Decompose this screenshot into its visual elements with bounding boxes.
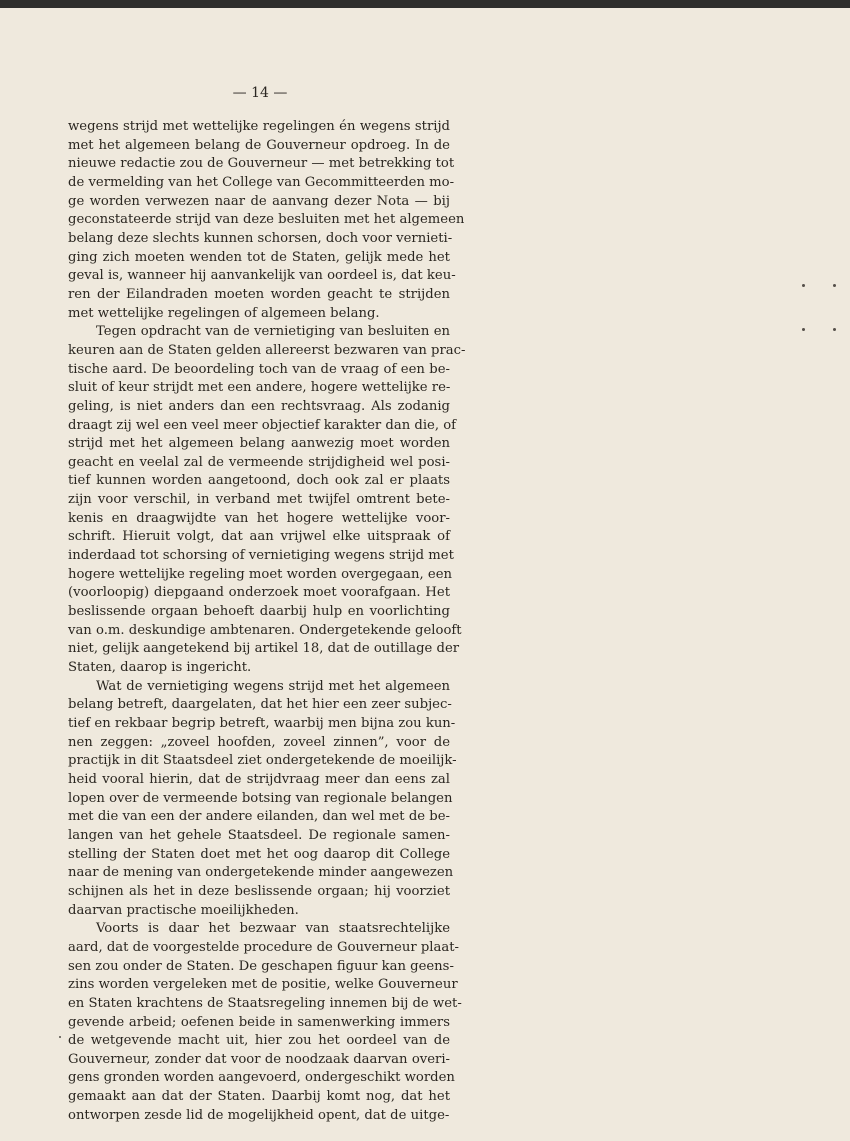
- text-line: niet, gelijk aangetekend bij artikel 18, dat de outillage der: [68, 641, 460, 657]
- text-line: de vermelding van het College van Gecommitteerden mo-: [68, 174, 455, 190]
- text-line: zins worden vergeleken met de positie, welke Gouverneur: [68, 977, 458, 993]
- text-line: aard, dat de voorgestelde procedure de Gouverneur plaat-: [68, 939, 459, 955]
- text-line: daarvan practische moeilijkheden.: [68, 902, 299, 918]
- text-line: Staten, daarop is ingericht.: [68, 660, 252, 676]
- text-line: ontworpen zesde lid de mogelijkheid opent, dat de uitge-: [68, 1107, 450, 1123]
- text-line: van o.m. deskundige ambtenaren. Ondergetekende gelooft: [68, 622, 462, 638]
- text-line: practijk in dit Staatsdeel ziet ondergetekende de moeilijk-: [68, 753, 457, 769]
- margin-speck: [802, 284, 805, 287]
- text-line: Tegen opdracht van de vernietiging van besluiten en: [96, 324, 450, 340]
- text-line: gevende arbeid; oefenen beide in samenwerking immers: [68, 1014, 450, 1030]
- text-line: geacht en veelal zal de vermeende strijdigheid wel posi-: [68, 454, 450, 470]
- margin-speck: [833, 328, 836, 331]
- text-line: naar de mening van ondergetekende minder aangewezen: [68, 865, 454, 881]
- text-line: ge worden verwezen naar de aanvang dezer Nota — bij: [68, 193, 450, 209]
- page-number: — 14 —: [232, 85, 288, 101]
- text-line: geval is, wanneer hij aanvankelijk van oordeel is, dat keu-: [68, 268, 456, 284]
- text-line: keuren aan de Staten gelden allereerst bezwaren van prac-: [68, 342, 466, 358]
- text-line: nieuwe redactie zou de Gouverneur — met betrekking tot: [68, 156, 455, 172]
- text-line: en Staten krachtens de Staatsregeling innemen bij de wet-: [68, 995, 462, 1011]
- text-line: (voorloopig) diepgaand onderzoek moet voorafgaan. Het: [68, 585, 450, 601]
- text-line: geling, is niet anders dan een rechtsvraag. Als zodanig: [68, 398, 450, 414]
- margin-speck: [802, 328, 805, 331]
- text-line: Voorts is daar het bezwaar van staatsrechtelijke: [96, 921, 450, 937]
- text-line: langen van het gehele Staatsdeel. De regionale samen-: [68, 827, 450, 843]
- text-line: hogere wettelijke regeling moet worden overgegaan, een: [68, 566, 452, 582]
- paragraph: [68, 920, 462, 1125]
- text-line: tief en rekbaar begrip betreft, waarbij men bijna zou kun-: [68, 716, 456, 731]
- text-line: met wettelijke regelingen of algemeen belang.: [68, 305, 380, 321]
- paragraph: [68, 678, 457, 921]
- text-line: belang betreft, daargelaten, dat het hier een zeer subjec-: [68, 697, 452, 713]
- text-line: tief kunnen worden aangetoond, doch ook zal er plaats: [68, 473, 450, 489]
- text-line: Wat de vernietiging wegens strijd met het algemeen: [96, 678, 450, 694]
- body-text: [68, 118, 466, 1125]
- text-line: tische aard. De beoordeling toch van de vraag of een be-: [68, 361, 450, 377]
- text-line: met die van een der andere eilanden, dan wel met de be-: [68, 809, 450, 825]
- text-line: gens gronden worden aangevoerd, ondergeschikt worden: [68, 1070, 455, 1086]
- paragraph: [68, 118, 465, 323]
- text-line: ren der Eilandraden moeten worden geacht te strijden: [68, 286, 450, 302]
- text-line: de wetgevende macht uit, hier zou het oordeel van de: [68, 1033, 450, 1049]
- document-page: [0, 8, 850, 1141]
- text-line: strijd met het algemeen belang aanwezig moet worden: [68, 436, 450, 452]
- scan-top-border: [0, 0, 850, 8]
- text-line: draagt zij wel een veel meer objectief karakter dan die, of: [68, 417, 457, 433]
- text-line: zijn voor verschil, in verband met twijfel omtrent bete-: [68, 492, 450, 508]
- text-line: nen zeggen: „zoveel hoofden, zoveel zinnen”, voor de: [68, 734, 450, 750]
- text-line: belang deze slechts kunnen schorsen, doch voor vernieti-: [68, 230, 453, 246]
- margin-speck: [59, 1036, 61, 1038]
- text-line: ging zich moeten wenden tot de Staten, gelijk mede het: [68, 249, 450, 265]
- text-line: lopen over de vermeende botsing van regionale belangen: [68, 790, 453, 806]
- text-line: gemaakt aan dat der Staten. Daarbij komt nog, dat het: [68, 1089, 450, 1105]
- text-line: schrift. Hieruit volgt, dat aan vrijwel elke uitspraak of: [68, 529, 450, 545]
- margin-speck: [833, 284, 836, 287]
- text-line: heid vooral hierin, dat de strijdvraag meer dan eens zal: [68, 771, 450, 787]
- text-line: inderdaad tot schorsing of vernietiging wegens strijd met: [68, 548, 454, 564]
- paragraph: [68, 323, 466, 677]
- text-line: geconstateerde strijd van deze besluiten met het algemeen: [68, 212, 465, 228]
- text-line: Gouverneur, zonder dat voor de noodzaak daarvan overi-: [68, 1051, 450, 1067]
- text-line: sen zou onder de Staten. De geschapen figuur kan geens-: [68, 958, 454, 974]
- text-line: stelling der Staten doet met het oog daarop dit College: [68, 846, 450, 862]
- text-line: beslissende orgaan behoeft daarbij hulp en voorlichting: [68, 604, 450, 620]
- text-line: sluit of keur strijdt met een andere, hogere wettelijke re-: [68, 380, 451, 396]
- text-line: met het algemeen belang de Gouverneur opdroeg. In de: [68, 137, 450, 153]
- text-line: kenis en draagwijdte van het hogere wettelijke voor-: [68, 510, 450, 526]
- text-line: schijnen als het in deze beslissende orgaan; hij voorziet: [68, 883, 450, 899]
- text-line: wegens strijd met wettelijke regelingen én wegens strijd: [68, 119, 450, 134]
